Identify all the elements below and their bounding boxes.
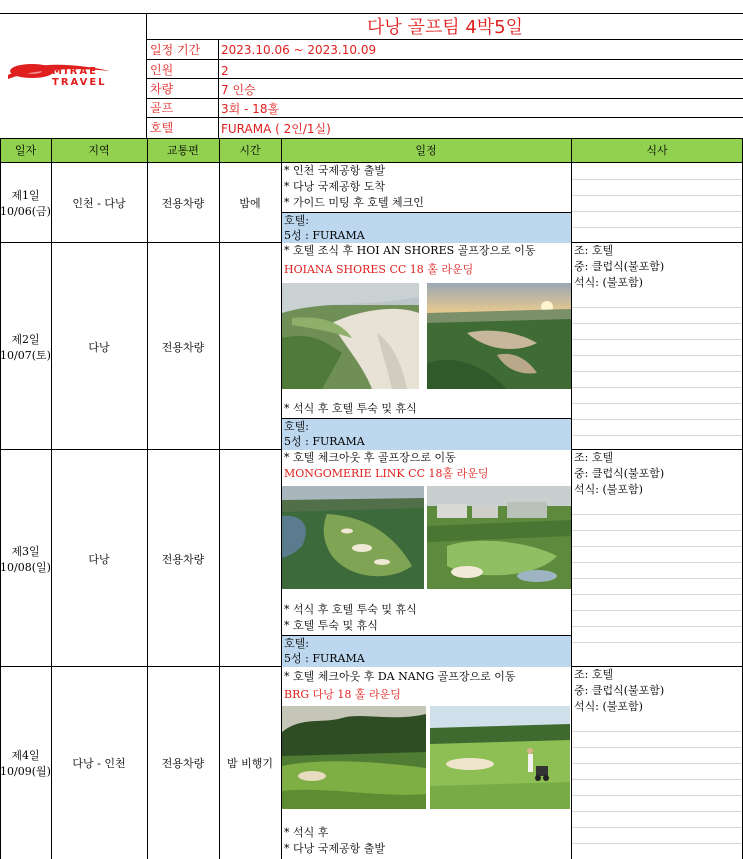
info-row-vehicle (147, 79, 743, 99)
golf-course-photo (430, 706, 570, 809)
hotel-box (282, 635, 571, 667)
info-value: 2 (221, 64, 229, 78)
info-value: 7 인승 (221, 83, 256, 97)
schedule-line: * 다낭 국제공항 출발 (284, 842, 385, 855)
col-header-time: 시간 (219, 141, 281, 161)
golf-course-photo (282, 486, 424, 589)
hotel-value: 5성 : FURAMA (284, 652, 365, 665)
meal-cell (572, 450, 742, 667)
col-header-schedule: 일정 (281, 141, 571, 161)
schedule-line: * 인천 국제공항 출발 (284, 164, 385, 177)
column-headers (0, 138, 743, 163)
golf-course-photo (427, 486, 571, 589)
logo-text-mirae: MIRAE (52, 66, 98, 77)
day-row-4 (0, 667, 743, 859)
col-header-meals: 식사 (571, 141, 743, 161)
golf-course-photo (282, 283, 419, 389)
col-header-date: 일자 (0, 141, 51, 161)
course-name: BRG 다낭 18 홀 라운딩 (284, 688, 401, 701)
meal-line: 석식: (불포함) (574, 483, 643, 496)
hotel-value: 5성 : FURAMA (284, 435, 365, 448)
day-row-3 (0, 450, 743, 667)
day-cell (0, 450, 51, 667)
info-row-golf (147, 99, 743, 118)
day-date: 10/06(금) (0, 205, 51, 218)
day-date: 10/08(일) (0, 560, 51, 574)
hotel-box (282, 418, 571, 450)
meal-line: 석식: (불포함) (574, 276, 643, 289)
info-label: 차량 (150, 82, 174, 96)
day-cell (0, 667, 51, 859)
info-label: 골프 (150, 101, 174, 115)
meal-line: 중: 클럽식(불포함) (574, 684, 665, 697)
region-cell: 인천 - 다낭 (72, 197, 126, 210)
schedule-cell (282, 450, 571, 667)
golf-course-photo (427, 283, 571, 389)
day-cell (0, 243, 51, 450)
day-label: 제3일 (11, 544, 40, 558)
region-cell: 다낭 (88, 552, 110, 566)
transport-cell: 전용차량 (161, 340, 205, 354)
info-label: 인원 (150, 63, 174, 77)
meal-line: 중: 클럽식(불포함) (574, 467, 665, 480)
info-label: 호텔 (150, 121, 174, 135)
golf-course-photo (282, 706, 426, 809)
schedule-cell (282, 667, 571, 859)
info-row-hotel (147, 118, 743, 138)
schedule-line: * 석식 후 호텔 투숙 및 휴식 (284, 603, 417, 616)
day-row-1 (0, 163, 743, 243)
page-title (147, 13, 743, 40)
logo-cell (0, 13, 147, 138)
meal-cell (572, 163, 742, 243)
time-cell: 밤 비행기 (226, 757, 273, 770)
schedule-line: * 다낭 국제공항 도착 (284, 180, 385, 193)
day-label: 제1일 (11, 189, 40, 202)
info-value: FURAMA ( 2인/1실) (221, 122, 331, 136)
info-value: 3회 - 18홀 (221, 102, 280, 116)
info-row-period (147, 40, 743, 60)
col-header-region: 지역 (51, 141, 147, 161)
day-label: 제2일 (11, 332, 40, 346)
transport-cell: 전용차량 (161, 552, 205, 566)
transport-cell: 전용차량 (161, 197, 205, 210)
day-cell (0, 163, 51, 243)
page-title-text: 다낭 골프팀 4박5일 (366, 17, 524, 38)
transport-cell: 전용차량 (161, 757, 205, 770)
meal-line: 조: 호텔 (574, 451, 614, 464)
schedule-cell (282, 163, 571, 243)
meal-line: 중: 클럽식(불포함) (574, 260, 665, 273)
hotel-label: 호텔: (284, 637, 309, 650)
day-label: 제4일 (11, 749, 40, 762)
hotel-label: 호텔: (284, 214, 309, 227)
course-name: HOIANA SHORES CC 18 홀 라운딩 (284, 263, 474, 276)
day-date: 10/09(월) (0, 765, 51, 778)
hotel-value: 5성 : FURAMA (284, 229, 365, 242)
info-rows (147, 40, 743, 138)
meal-line: 조: 호텔 (574, 668, 614, 681)
schedule-line: * 가이드 미팅 후 호텔 체크인 (284, 196, 424, 209)
info-row-people (147, 60, 743, 79)
info-label: 일정 기간 (150, 43, 201, 57)
day-row-2 (0, 243, 743, 450)
meal-line: 조: 호텔 (574, 244, 614, 257)
meal-cell (572, 667, 742, 859)
schedule-line: * 호텔 체크아웃 후 DA NANG 골프장으로 이동 (284, 670, 516, 683)
info-value: 2023.10.06 ~ 2023.10.09 (221, 43, 377, 57)
schedule-line: * 호텔 체크아웃 후 골프장으로 이동 (284, 451, 456, 464)
schedule-line: * 호텔 조식 후 HOI AN SHORES 골프장으로 이동 (284, 244, 536, 257)
schedule-line: * 석식 후 (284, 826, 329, 839)
meal-cell (572, 243, 742, 450)
course-name: MONGOMERIE LINK CC 18홀 라운딩 (284, 467, 489, 480)
hotel-box (282, 212, 571, 243)
schedule-cell (282, 243, 571, 450)
schedule-line: * 석식 후 호텔 투숙 및 휴식 (284, 402, 417, 415)
region-cell: 다낭 - 인천 (72, 757, 126, 770)
day-date: 10/07(토) (0, 348, 51, 362)
time-cell: 밤에 (239, 197, 261, 210)
logo-text-travel: TRAVEL (52, 77, 107, 88)
hotel-label: 호텔: (284, 420, 309, 433)
schedule-line: * 호텔 투숙 및 휴식 (284, 619, 378, 632)
meal-line: 석식: (불포함) (574, 700, 643, 713)
region-cell: 다낭 (88, 340, 110, 354)
col-header-transport: 교통편 (147, 141, 219, 161)
